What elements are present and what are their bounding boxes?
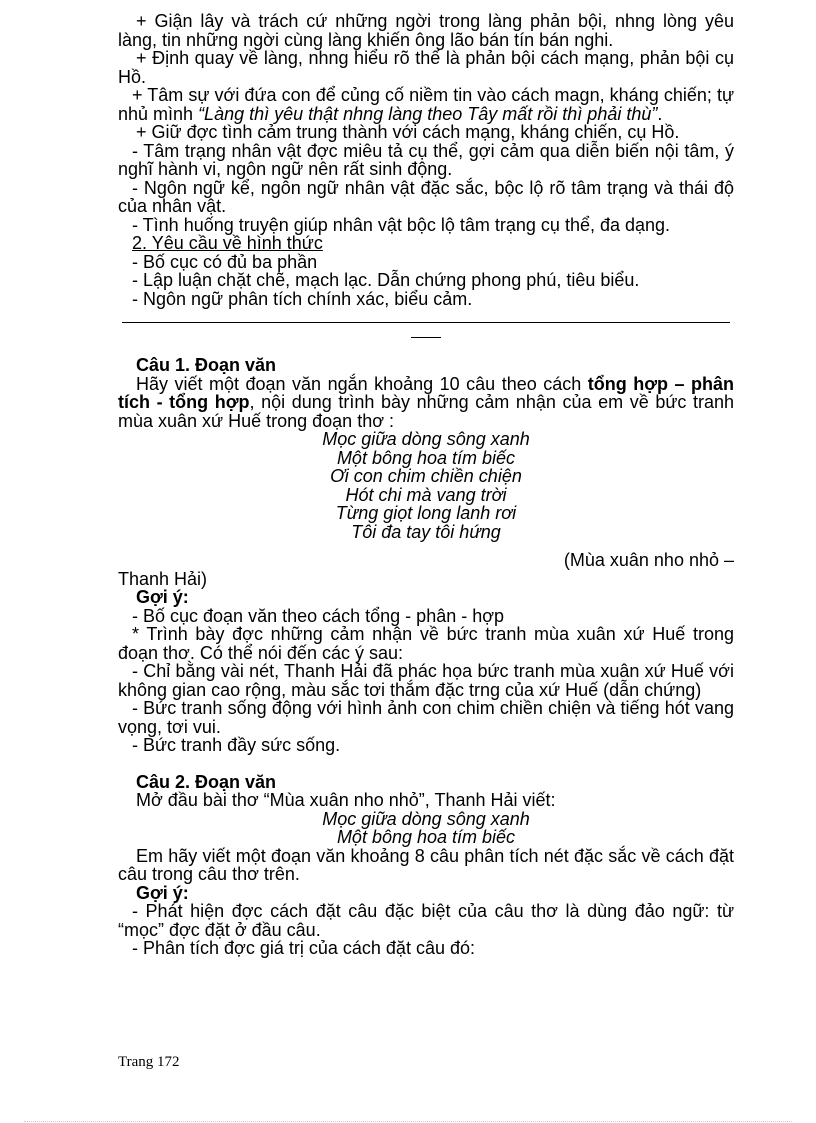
section-heading xyxy=(118,234,734,253)
form-heading: 2. Yêu cầu về hình thức xyxy=(132,233,323,253)
list-item: - Bố cục có đủ ba phần xyxy=(132,251,318,272)
paragraph: - Tâm trạng nhân vật đợc miêu tả cụ thể, gợi cảm qua diễn biến nội tâm, ý nghĩ hành vi, ngôn ngữ nên rất sinh động. xyxy=(118,140,734,179)
list-item: - Ngôn ngữ phân tích chính xác, biểu cảm. xyxy=(132,288,473,309)
poem-line: Tôi đa tay tôi hứng xyxy=(351,521,501,542)
poem-source: (Mùa xuân nho nhỏ – xyxy=(563,550,734,570)
paragraph: Em hãy viết một đoạn văn khoảng 8 câu phân tích nét đặc sắc về cách đặt câu trong câu thơ trên. xyxy=(118,845,734,884)
hint-item: - Phân tích đợc giá trị của cách đặt câu đó: xyxy=(132,938,475,958)
quote-end: . xyxy=(657,103,663,124)
poem-line: Mọc giữa dòng sông xanh xyxy=(322,429,530,449)
hint-item: - Chỉ bằng vài nét, Thanh Hải đã phác họa bức tranh mùa xuân xứ Huế với không gian cao rộng, màu sắc tơi thắm đặc trng của xứ Huế (dẫn chứng) xyxy=(118,661,734,700)
list-item: - Lập luận chặt chẽ, mạch lạc. Dẫn chứng phong phú, tiêu biểu. xyxy=(132,270,640,290)
paragraph-text: Hãy viết một đoạn văn ngắn khoảng 10 câu theo cách xyxy=(136,373,588,394)
paragraph: + Giận lây và trách cứ những ngời trong làng phản bội, nhng lòng yêu làng, tin những ngời cùng làng khiến ông lão bán tín bán nghi. xyxy=(118,11,734,50)
hint-label: Gợi ý: xyxy=(136,882,189,903)
poem-line: Hót chi mà vang trời xyxy=(345,484,507,505)
divider-line xyxy=(122,322,730,323)
paragraph: Mở đầu bài thơ “Mùa xuân nho nhỏ”, Thanh Hải viết: xyxy=(136,790,556,810)
paragraph: + Định quay về làng, nhng hiểu rõ thế là phản bội cách mạng, phản bội cụ Hồ. xyxy=(118,48,734,87)
paragraph xyxy=(118,375,734,431)
hint-label: Gợi ý: xyxy=(136,587,189,607)
paragraph: - Ngôn ngữ kể, ngôn ngữ nhân vật đặc sắc, bộc lộ rõ tâm trạng và thái độ của nhân vật. xyxy=(118,177,734,216)
paragraph-text: , nội dung trình bày những cảm nhận của em về bức tranh mùa xuân xứ Huế trong đoạn thơ : xyxy=(118,392,735,431)
page-number: Trang 172 xyxy=(118,1054,180,1070)
paragraph: + Giữ đợc tình cảm trung thành với cách mạng, kháng chiến, cụ Hồ. xyxy=(136,122,680,142)
hint-item: * Trình bày đợc những cảm nhận về bức tranh mùa xuân xứ Huế trong đoạn thơ. Có thể nói đến các ý sau: xyxy=(118,624,734,663)
hint-item: - Bức tranh sống động với hình ảnh con chim chiền chiện và tiếng hót vang vọng, tơi vui. xyxy=(118,698,734,737)
question-title: Câu 1. Đoạn văn xyxy=(136,355,277,375)
poem-source-cont: Thanh Hải) xyxy=(118,568,208,589)
hint-item: - Bố cục đoạn văn theo cách tổng - phân - hợp xyxy=(132,605,505,626)
document-page xyxy=(118,12,734,958)
poem-line: Một bông hoa tím biếc xyxy=(336,827,516,847)
bold-text: tổng hợp – phân tích - tổng hợp xyxy=(118,373,735,412)
poem-line: Mọc giữa dòng sông xanh xyxy=(322,808,530,829)
paragraph xyxy=(118,86,734,123)
poem-line: Một bông hoa tím biếc xyxy=(336,447,516,468)
paragraph: - Tình huống truyện giúp nhân vật bộc lộ tâm trạng cụ thể, đa dạng. xyxy=(132,214,671,235)
hint-item: - Bức tranh đầy sức sống. xyxy=(132,735,341,755)
paragraph-text: + Tâm sự với đứa con để củng cố niềm tin vào cách magn, kháng chiến; tự nhủ mình xyxy=(118,85,734,124)
poem-line: Ơi con chim chiền chiện xyxy=(330,466,522,486)
question-title: Câu 2. Đoạn văn xyxy=(136,771,277,792)
poem-line: Từng giọt long lanh rơi xyxy=(335,503,517,523)
hint-item: - Phát hiện đợc cách đặt câu đặc biệt của câu thơ là dùng đảo ngữ: từ “mọc” đợc đặt ở đầu câu. xyxy=(118,901,734,940)
quote-text: “Làng thì yêu thật nhng làng theo Tây mất rồi thì phải thù” xyxy=(198,103,658,124)
page-edge xyxy=(24,1121,792,1122)
